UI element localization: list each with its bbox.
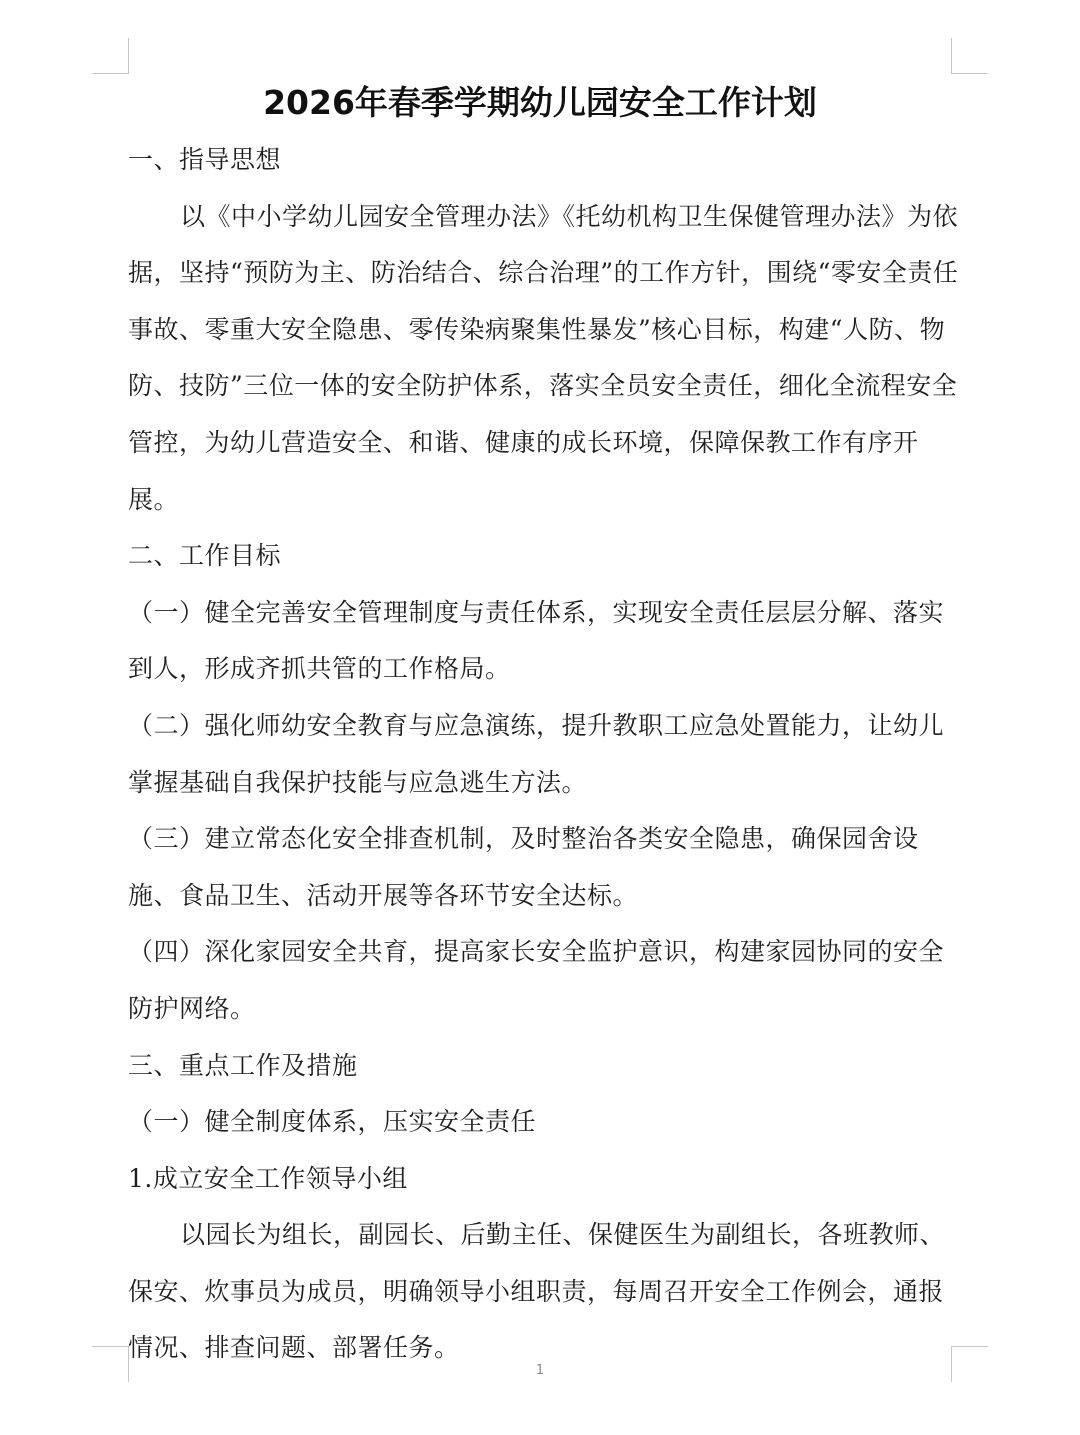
crop-mark-top-right	[951, 38, 952, 74]
goal-item-2: （二）强化师幼安全教育与应急演练，提升教职工应急处置能力，让幼儿掌握基础自我保护技能与应急逃生方法。	[128, 710, 945, 797]
paragraph-guiding: 以《中小学幼儿园安全管理办法》《托幼机构卫生保健管理办法》为依据，坚持“预防为主、防治结合、综合治理”的工作方针，围绕“零安全责任事故、零重大安全隐患、零传染病聚集性暴发”核心目标，构建“人防、物防、技防”三位一体的安全防护体系，落实全员安全责任，细化全流程安全管控，为幼儿营造安全、和谐、健康的成长环境，保障保教工作有序开展。	[128, 201, 959, 514]
crop-mark-top-right	[951, 73, 988, 74]
sub-heading-system: （一）健全制度体系，压实安全责任	[128, 1107, 537, 1137]
goal-item-3: （三）建立常态化安全排查机制，及时整治各类安全隐患，确保园舍设施、食品卫生、活动开展等各环节安全达标。	[128, 824, 919, 910]
document-title: 2026年春季学期幼儿园安全工作计划	[263, 83, 817, 122]
page-number: 1	[535, 1363, 545, 1378]
crop-mark-bottom-left	[92, 1346, 129, 1347]
section-heading-goals: 二、工作目标	[128, 541, 282, 571]
crop-mark-top-left	[92, 73, 129, 74]
goal-item-4: （四）深化家园安全共育，提高家长安全监护意识，构建家园协同的安全防护网络。	[128, 937, 945, 1023]
paragraph-leadership-group: 以园长为组长，副园长、后勤主任、保健医生为副组长，各班教师、保安、炊事员为成员，明确领导小组职责，每周召开安全工作例会，通报情况、排查问题、部署任务。	[128, 1220, 946, 1363]
section-heading-guiding: 一、指导思想	[128, 145, 282, 174]
item-heading-leadership-group: 1.成立安全工作领导小组	[128, 1163, 408, 1193]
crop-mark-top-left	[128, 38, 129, 74]
goal-item-1: （一）健全完善安全管理制度与责任体系，实现安全责任层层分解、落实到人，形成齐抓共管的工作格局。	[128, 597, 945, 684]
section-heading-measures: 三、重点工作及措施	[128, 1050, 358, 1080]
document-body	[128, 132, 963, 1377]
